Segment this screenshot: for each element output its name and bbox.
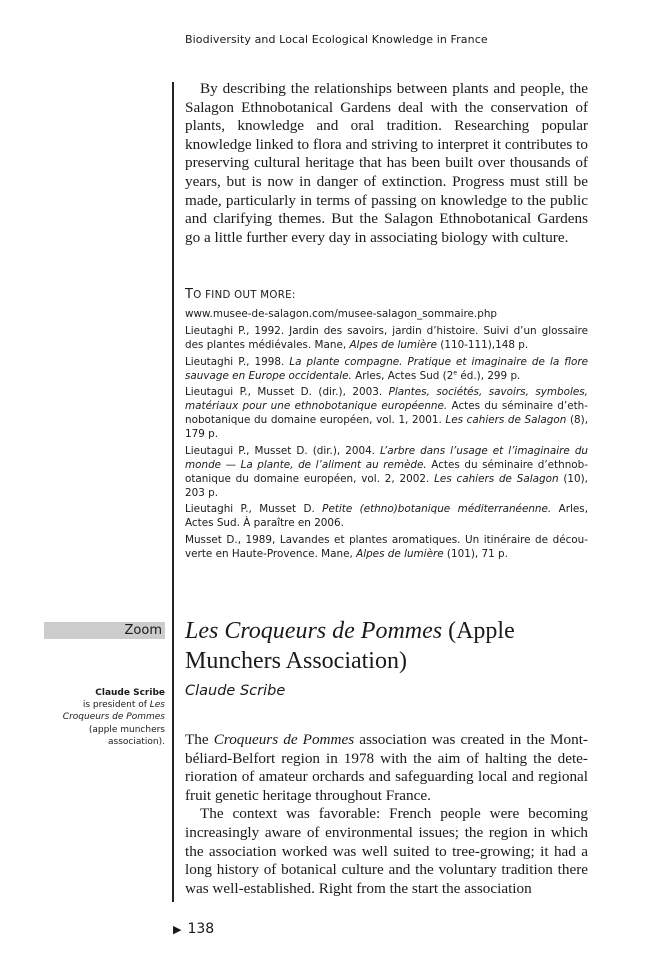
title-italic: Les Croqueurs de Pommes bbox=[185, 618, 443, 644]
page-number: 138 bbox=[187, 921, 215, 937]
heading-initial: T bbox=[185, 287, 194, 302]
vertical-rule bbox=[172, 82, 174, 902]
title-rest: (Apple Munchers Association) bbox=[185, 618, 515, 674]
page-footer bbox=[173, 921, 214, 937]
author-byline: Claude Scribe bbox=[185, 683, 286, 699]
author-name: Claude Scribe bbox=[95, 688, 165, 698]
reference-item: Lieutagui P., Musset D. (dir.), 2003. Plantes, sociétés, savoirs, symboles, matériaux pour une ethnobotanique européenne. Actes du séminaire d’eth-nobotanique du domaine européen, vol. 1, 2001. Les cahiers de Salagon (8), 179 p. bbox=[185, 386, 589, 440]
article-paragraph: The Croqueurs de Pommes association was created in the Mont-béliard-Belfort region in 1978 with the aim of halting the dete-rioration of amateur orchards and safeguarding local and regional fruit genetic heritage throughout France. bbox=[185, 731, 588, 804]
reference-item: Musset D., 1989, Lavandes et plantes aromatiques. Un itinéraire de décou-verte en Haute-Provence. Mane, Alpes de lumière (101), 71 p. bbox=[185, 533, 588, 560]
reference-item: Lieutaghi P., 1992. Jardin des savoirs, jardin d’histoire. Suivi d’un glossaire des plantes médiévales. Mane, Alpes de lumière (110-111),148 p. bbox=[185, 325, 588, 351]
reference-item: Lieutaghi P., Musset D. Petite (ethno)botanique méditerranéenne. Arles, Actes Sud. À paraître en 2006. bbox=[185, 503, 588, 529]
author-note: Claude Scribe is president of Les Croqueurs de Pommes (apple munchers association). bbox=[62, 688, 165, 747]
reference-item: Lieutaghi P., 1998. La plante compagne. Pratique et imaginaire de la flore sauvage en Europe occidentale. Arles, Actes Sud (2e éd.), 299 p. bbox=[185, 355, 588, 382]
article-body bbox=[185, 731, 588, 898]
article-paragraph: The context was favorable: French people were becoming increasingly aware of environmental issues; the region in which the association worked was well suited to tree-growing; it had a long history of botanical culture and the voluntary tradition there was well-established. Right from the start the association bbox=[185, 805, 588, 897]
triangle-right-icon: ▶ bbox=[173, 923, 182, 936]
zoom-label: Zoom bbox=[44, 622, 165, 639]
article-title bbox=[185, 616, 565, 676]
reference-list bbox=[185, 307, 588, 563]
intro-paragraph: By describing the relationships between plants and people, the Salagon Ethnobotanical Gardens deal with the conservation of plants, knowledge and oral tradition. Researching popular knowledge linked to flora and striving to interpret it contributes to preserving cultural heritage that has been built over thousands of years, but is now in danger of extinction. Progress must still be made, particularly in terms of passing on knowledge to the public and clarifying themes. But the Salagon Ethnobotanical Gardens go a little further every day in associating biology with culture. bbox=[185, 80, 588, 246]
reference-item: Lieutagui P., Musset D. (dir.), 2004. L’arbre dans l’usage et l’imaginaire du monde — La plante, de l’aliment au remède. Actes du séminaire d’ethnob-otanique du domaine européen, vol. 2, 2002. Les cahiers de Salagon (10), 203 p. bbox=[185, 444, 589, 499]
intro-text bbox=[185, 80, 588, 247]
heading-rest: O FIND OUT MORE: bbox=[193, 290, 296, 301]
reference-url[interactable]: www.musee-de-salagon.com/musee-salagon_sommaire.php bbox=[185, 308, 498, 320]
running-head: Biodiversity and Local Ecological Knowledge in France bbox=[185, 33, 488, 46]
find-out-more-heading bbox=[185, 287, 296, 302]
